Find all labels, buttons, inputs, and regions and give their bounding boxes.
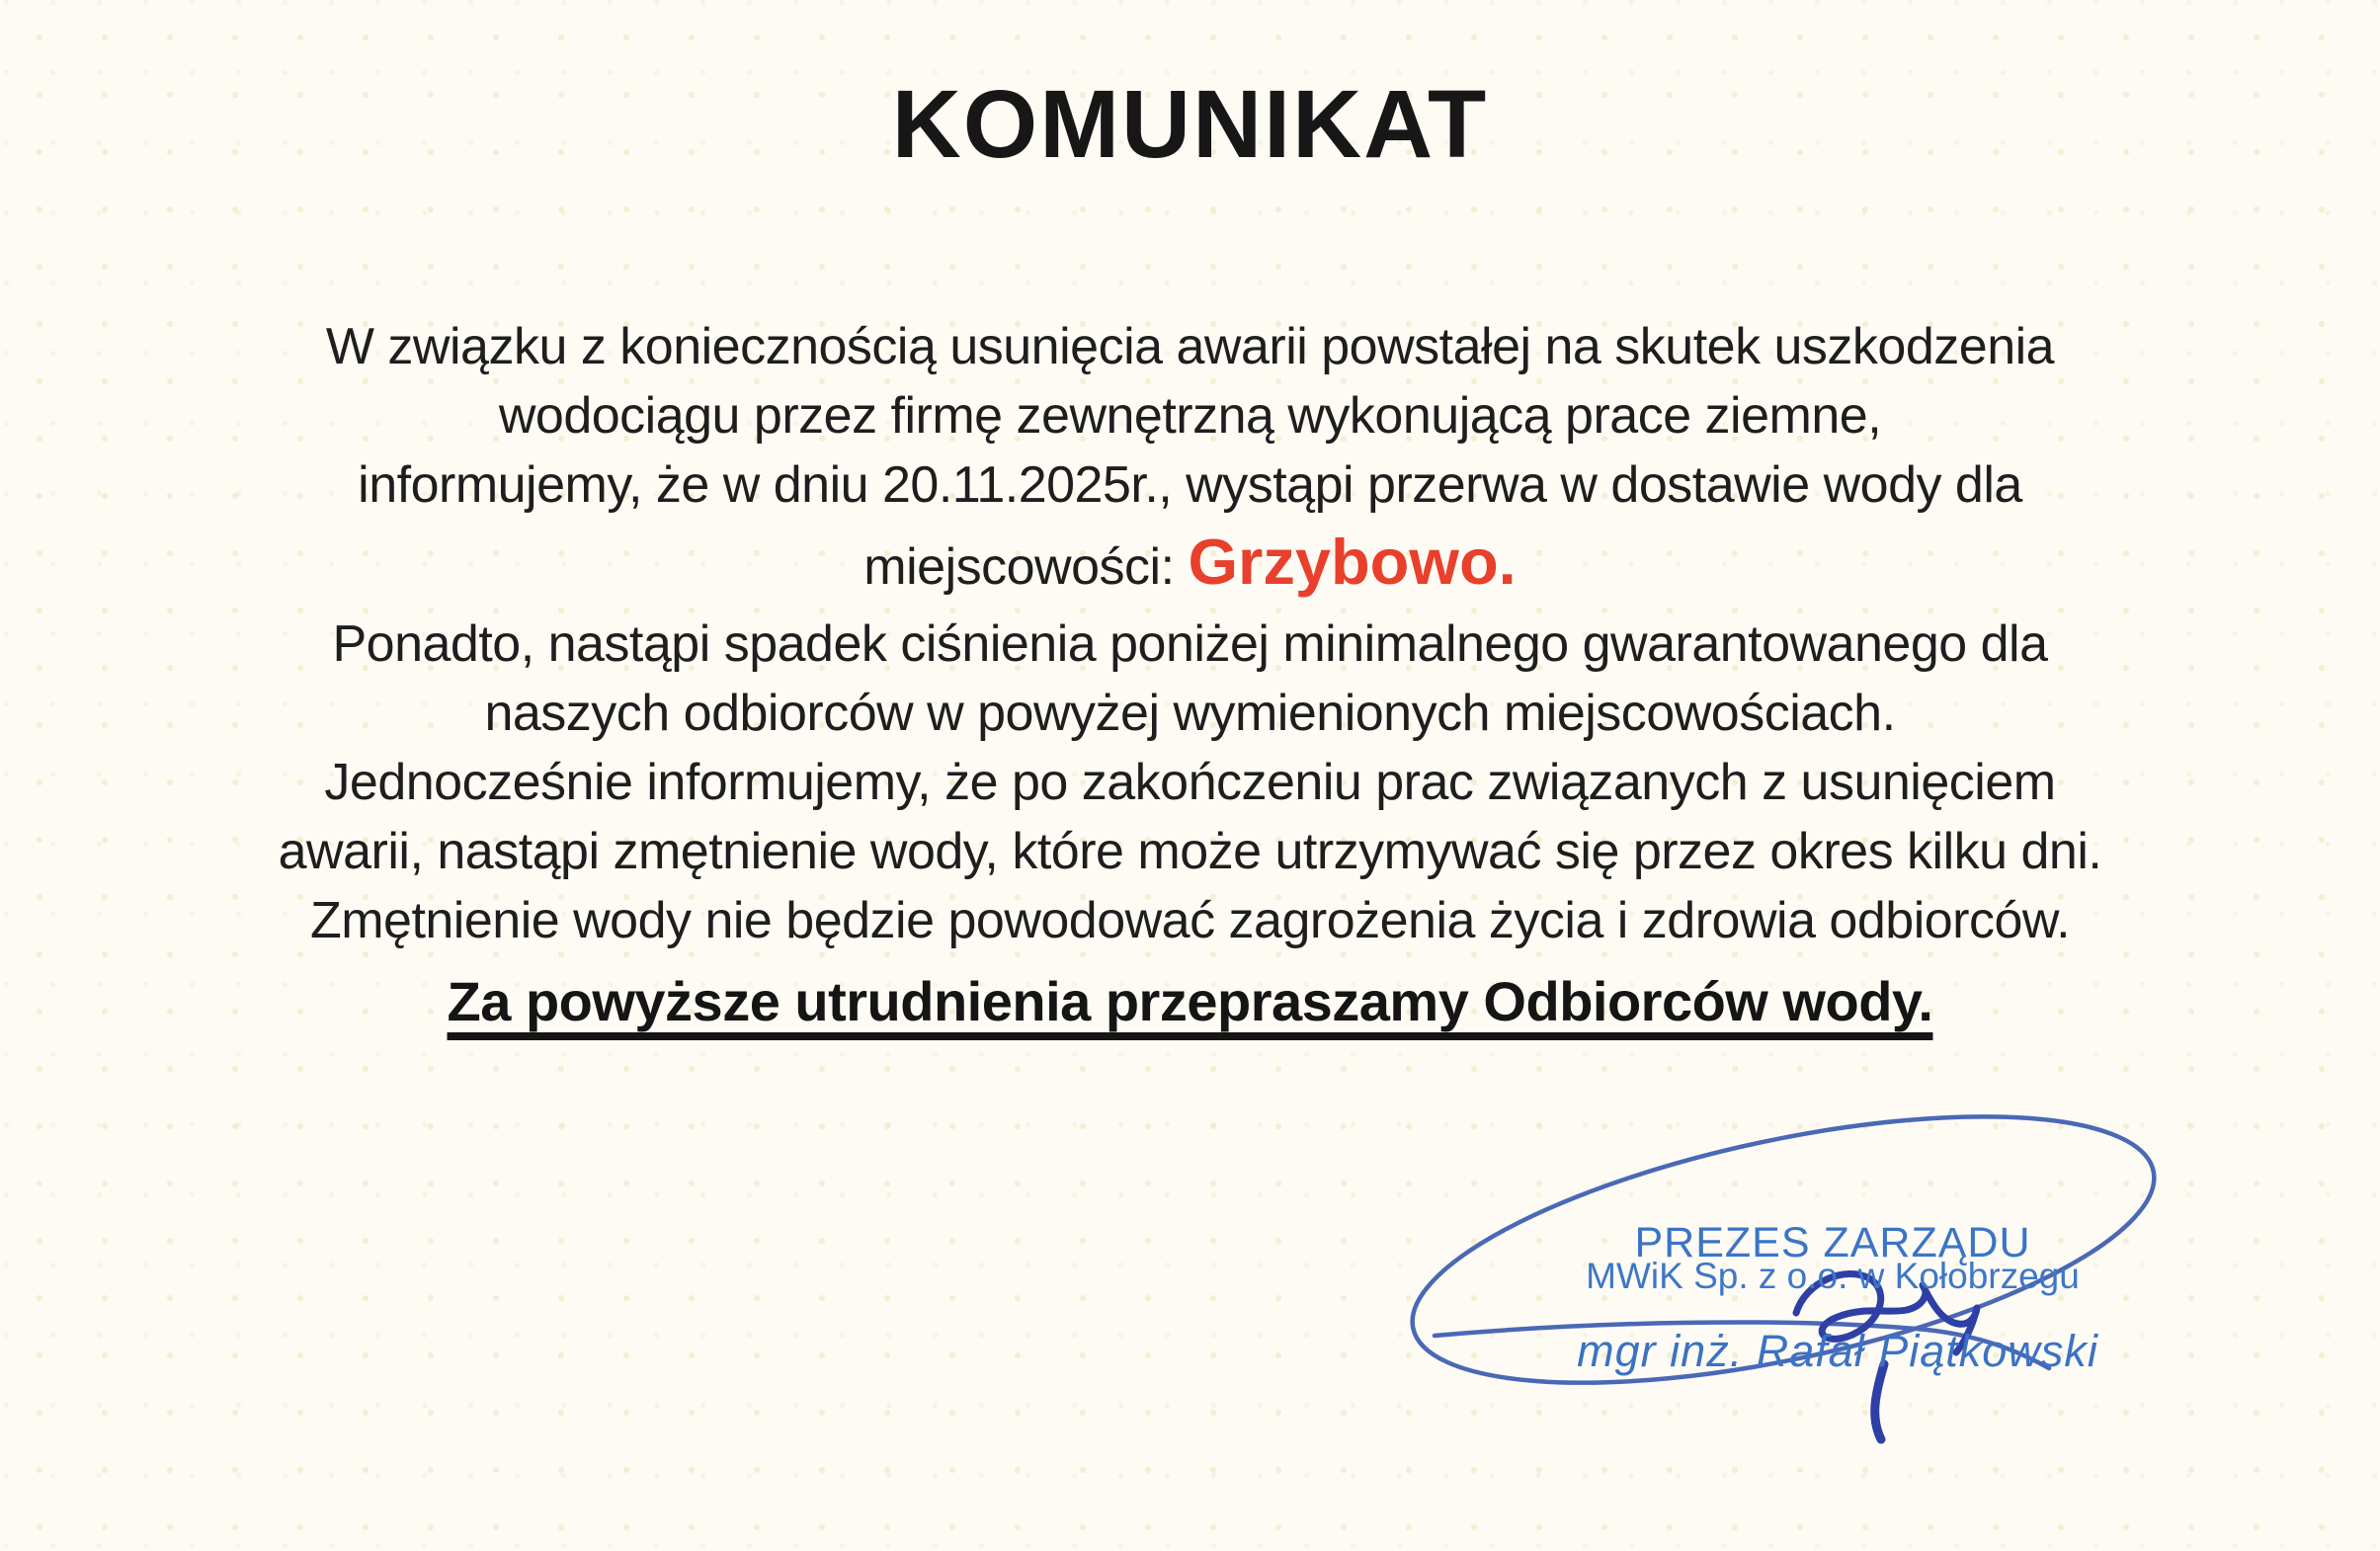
stamp-signer-name: mgr inż. Rafał Piątkowski [1577, 1326, 2098, 1376]
body-line: naszych odbiorców w powyżej wymienionych miejscowościach. [484, 685, 1896, 742]
body-line: informujemy, że w dniu 20.11.2025r., wystąpi przerwa w dostawie wody dla [358, 456, 2022, 514]
body-line: awarii, nastąpi zmętnienie wody, które może utrzymywać się przez okres kilku dni. [278, 823, 2102, 880]
locality-prefix: miejscowości: [863, 538, 1189, 596]
body-line: Zmętnienie wody nie będzie powodować zagrożenia życia i zdrowia odbiorców. [309, 892, 2071, 949]
body-line: wodociągu przez firmę zewnętrzną wykonującą prace ziemne, [498, 387, 1882, 445]
signature-flourish [1373, 1102, 2183, 1536]
closing-apology-text: Za powyższe utrudnienia przepraszamy Odbiorców wody. [447, 970, 1933, 1032]
body-line: Ponadto, nastąpi spadek ciśnienia poniżej minimalnego gwarantowanego dla [332, 615, 2048, 673]
stamp-company-text: MWiK Sp. z o.o. w Kołobrzegu [1586, 1256, 2080, 1296]
body-line: Jednocześnie informujemy, że po zakończeniu prac związanych z usunięciem [324, 754, 2056, 811]
announcement-body [114, 312, 2267, 1042]
stamp-role-text: PREZES ZARZĄDU [1634, 1219, 2031, 1266]
locality-line [114, 520, 2267, 610]
closing-line [114, 963, 2267, 1042]
page-title: KOMUNIKAT [891, 70, 1489, 178]
body-line: W związku z koniecznością usunięcia awarii powstałej na skutek uszkodzenia [325, 318, 2055, 375]
locality-name-highlight: Grzybowo. [1188, 526, 1517, 598]
